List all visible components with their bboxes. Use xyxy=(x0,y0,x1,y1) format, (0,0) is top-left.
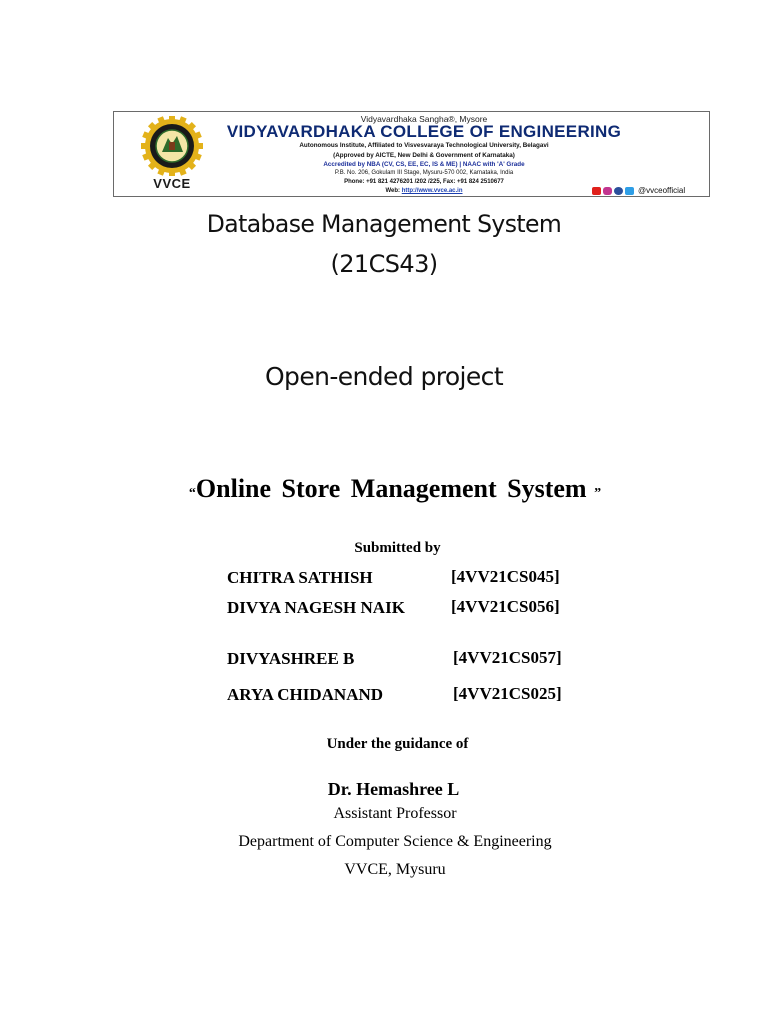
guide-department: Department of Computer Science & Engineering xyxy=(238,833,552,850)
member-usn: [4VV21CS057] xyxy=(453,648,562,667)
youtube-icon[interactable] xyxy=(592,187,601,195)
project-type: Open-ended project xyxy=(264,362,504,391)
guide-designation: Assistant Professor xyxy=(333,805,457,822)
logo-text: VVCE xyxy=(153,176,191,191)
project-name-text: Online Store Management System xyxy=(195,474,587,503)
web-label: Web: xyxy=(385,188,402,194)
member-name: CHITRA SATHISH xyxy=(227,568,373,587)
accreditation-line: Accredited by NBA (CV, CS, EE, EC, IS & ME) | NAAC with 'A' Grade xyxy=(323,161,525,168)
open-quote: “ xyxy=(188,486,196,501)
web-line xyxy=(224,188,624,194)
approved-line: (Approved by AICTE, New Delhi & Government of Karnataka) xyxy=(333,152,515,159)
guide-institution: VVCE, Mysuru xyxy=(344,861,446,878)
guide-name: Dr. Hemashree L xyxy=(327,779,460,799)
project-name xyxy=(0,474,768,504)
member-name: DIVYASHREE B xyxy=(227,649,355,668)
close-quote: ” xyxy=(586,486,602,501)
sangha-line: Vidyavardhaka Sangha®, Mysore xyxy=(360,114,488,124)
member-usn: [4VV21CS025] xyxy=(453,684,562,703)
member-usn: [4VV21CS056] xyxy=(451,597,560,616)
social-links xyxy=(592,186,685,195)
course-title: Database Management System xyxy=(206,210,562,238)
college-seal-icon xyxy=(128,116,216,176)
course-code: (21CS43) xyxy=(330,250,438,278)
twitter-icon[interactable] xyxy=(625,187,634,195)
college-name: VIDYAVARDHAKA COLLEGE OF ENGINEERING xyxy=(226,122,622,141)
instagram-icon[interactable] xyxy=(603,187,612,195)
website-link[interactable]: http://www.vvce.ac.in xyxy=(401,188,463,194)
seal-gear-tooth xyxy=(197,143,203,149)
submitted-by-label: Submitted by xyxy=(354,540,441,556)
phone-line: Phone: +91 821 4276201 /202 /225, Fax: +91 824 2510677 xyxy=(344,179,504,185)
seal-gear-tooth xyxy=(169,116,175,121)
member-name: DIVYA NAGESH NAIK xyxy=(227,598,405,617)
seal-gear-tooth xyxy=(141,143,147,149)
college-banner xyxy=(113,111,710,197)
member-usn: [4VV21CS045] xyxy=(451,567,560,586)
facebook-icon[interactable] xyxy=(614,187,623,195)
member-name: ARYA CHIDANAND xyxy=(227,685,384,704)
social-handle: @vvceofficial xyxy=(638,186,686,195)
autonomous-line: Autonomous Institute, Affiliated to Visvesvaraya Technological University, Belagavi xyxy=(299,142,549,149)
guidance-label: Under the guidance of xyxy=(326,736,469,752)
address-line: P.B. No. 206, Gokulam III Stage, Mysuru-570 002, Karnataka, India xyxy=(334,170,514,176)
